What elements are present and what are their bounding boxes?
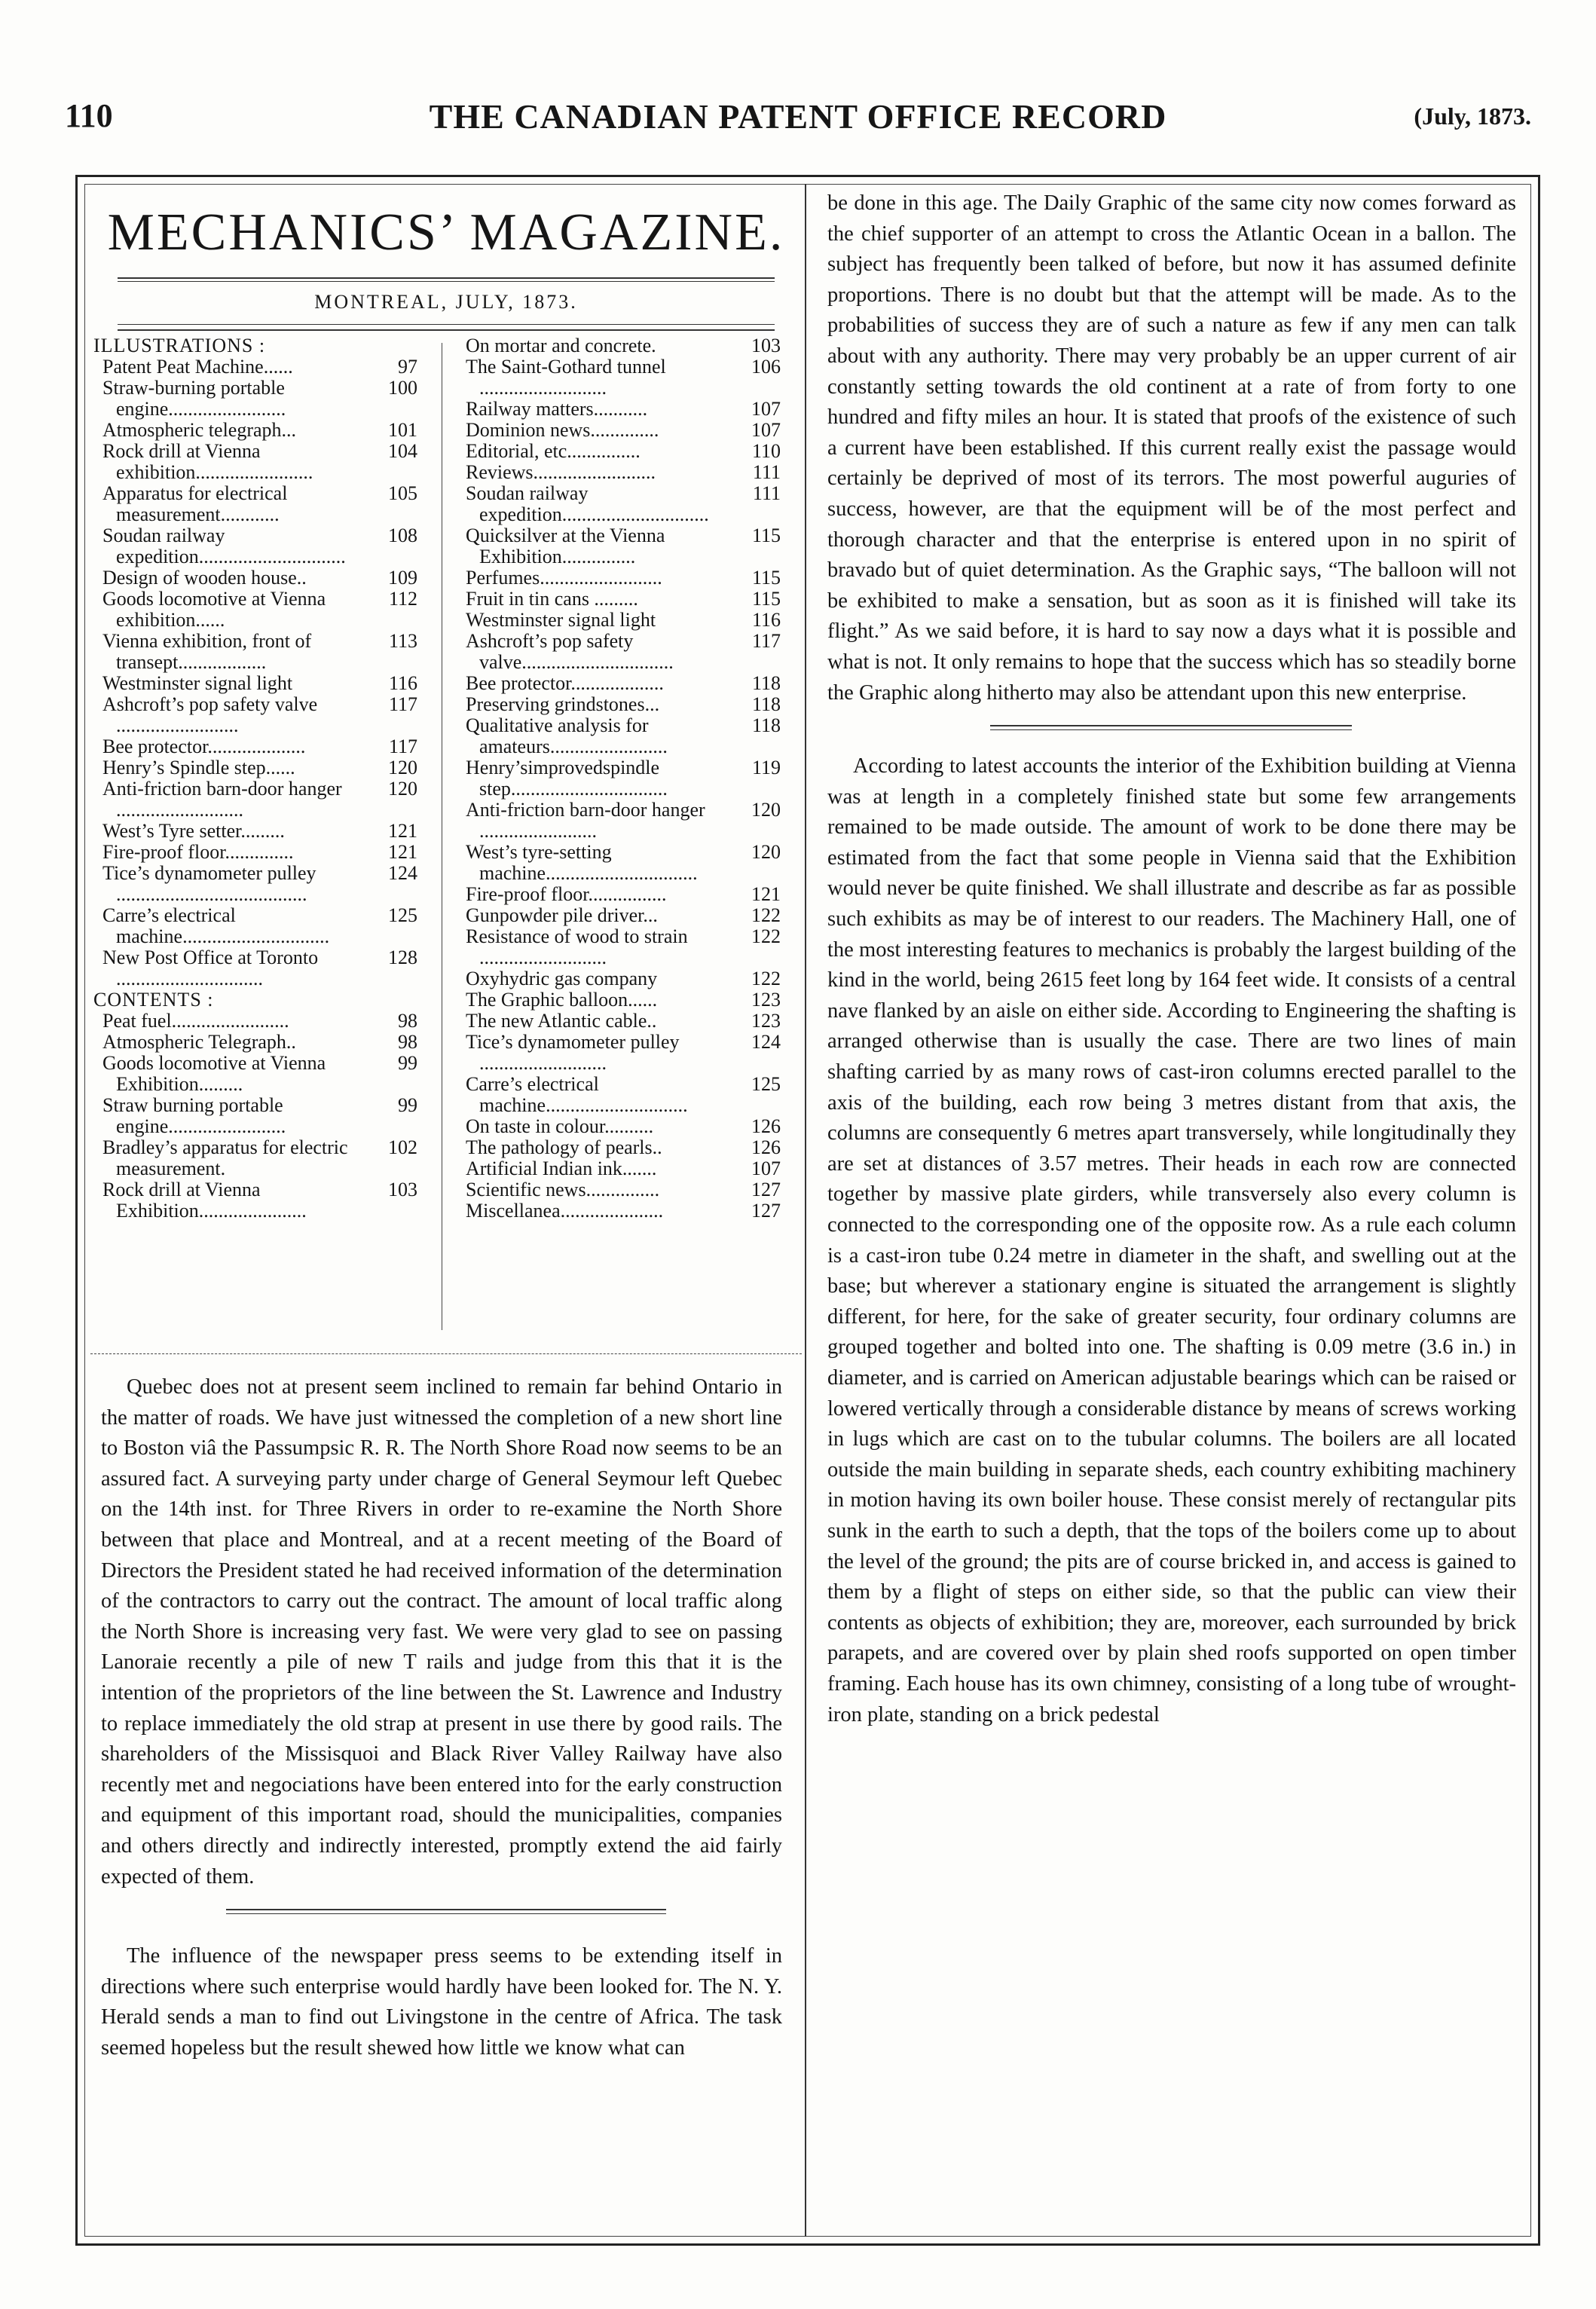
- toc-entry-title: Apparatus for electrical measurement............: [102, 482, 288, 525]
- toc-entry: [457, 800, 781, 842]
- toc-entry-title: Ashcroft’s pop safety valve...............................: [466, 630, 674, 673]
- toc-entry-title: Goods locomotive at Vienna Exhibition.........: [102, 1052, 326, 1095]
- toc-page-number: 115: [751, 524, 781, 546]
- illustrations-heading: ILLUSTRATIONS :: [93, 335, 266, 356]
- toc-page-number: 106: [751, 356, 781, 378]
- contents-heading: CONTENTS :: [93, 989, 214, 1011]
- toc-page-number: 111: [752, 482, 781, 504]
- toc-entry-title: Dominion news..............: [466, 419, 659, 441]
- toc-entry: [93, 842, 417, 863]
- toc-page-number: 116: [388, 672, 417, 694]
- toc-entry: [93, 567, 417, 589]
- toc-page-number: 120: [388, 778, 417, 800]
- toc-page-number: 117: [751, 630, 781, 652]
- issue-date: (July, 1873.: [1414, 102, 1531, 130]
- toc-page-number: 103: [388, 1179, 417, 1200]
- toc-entry-title: Peat fuel........................: [102, 1010, 289, 1032]
- toc-page-number: 98: [398, 1010, 417, 1032]
- toc-entry: [93, 589, 417, 631]
- toc-page-number: 126: [751, 1136, 781, 1158]
- toc-entry-title: Reviews.........................: [466, 461, 656, 483]
- toc-entry: [457, 673, 781, 694]
- toc-entry: [457, 1200, 781, 1222]
- article-separator-right: [990, 725, 1352, 726]
- toc-page-number: 123: [751, 989, 781, 1011]
- toc-entry: [457, 525, 781, 567]
- toc-entry: [93, 441, 417, 483]
- toc-entry-title: Fruit in tin cans .........: [466, 588, 638, 610]
- toc-entry-title: Goods locomotive at Vienna exhibition......: [102, 588, 326, 631]
- toc-entry: [93, 1032, 417, 1053]
- toc-page-number: 107: [751, 419, 781, 441]
- table-of-contents: [90, 335, 802, 1349]
- index-separator: [90, 1353, 802, 1354]
- toc-page-number: 127: [751, 1200, 781, 1222]
- toc-entry-title: Carre’s electrical machine..............................: [102, 904, 330, 947]
- toc-entry-title: Design of wooden house..: [102, 567, 307, 589]
- toc-entry: [93, 947, 417, 989]
- toc-entry-title: Editorial, etc...............: [466, 440, 641, 462]
- page-header: [65, 96, 1531, 142]
- index-rule-top: [118, 324, 775, 325]
- toc-page-number: 121: [388, 841, 417, 863]
- toc-entry: [93, 736, 417, 757]
- toc-page-number: 107: [751, 398, 781, 420]
- toc-entry-title: Straw-burning portable engine........................: [102, 377, 286, 420]
- toc-entry: [93, 356, 417, 378]
- masthead-title: MECHANICS’ MAGAZINE.: [107, 203, 785, 261]
- toc-page-number: 128: [388, 947, 417, 968]
- toc-entry-title: Anti-friction barn-door hanger ........................: [466, 799, 705, 842]
- toc-entry-title: The new Atlantic cable..: [466, 1010, 657, 1032]
- toc-entry: [93, 1053, 417, 1095]
- toc-page-number: 123: [751, 1010, 781, 1032]
- toc-entry: [457, 589, 781, 610]
- toc-entry-title: Rock drill at Vienna Exhibition......................: [102, 1179, 307, 1222]
- toc-entry-title: Carre’s electrical machine.............................: [466, 1073, 688, 1116]
- toc-entry-title: Miscellanea.....................: [466, 1200, 664, 1222]
- toc-entry-title: Bee protector...................: [466, 672, 664, 694]
- toc-entry-title: On mortar and concrete.: [466, 335, 656, 356]
- article-press-influence: The influence of the newspaper press seems to be extending itself in directions where such enterprise would hardly have been looked for. The N. Y. Herald sends a man to find out Livingstone in the centre of Africa. The task seemed hopeless but the result shewed how little we know what can: [101, 1944, 782, 2060]
- toc-entry: [93, 673, 417, 694]
- article-vienna-exhibition: According to latest accounts the interior of the Exhibition building at Vienna was at length in a completely finished state but some few arrangements remained to be made outside. The amount of work to be done there may be estimated from the fact that some people in Vienna said that the Exhibition would never be quite finished. We shall illustrate and describe as far as possible such exhibits as may be of interest to our readers. The Machinery Hall, one of the most interesting features to mechanics is probably the largest building of the kind in the world, being 2615 feet long by 164 feet wide. It consists of a central nave flanked by an aisle on either side. According to Engineering the shafting is arranged otherwise than is usually the case. There are two lines of main shafting carried by as many rows of cast-iron columns erected parallel to the axis of the building, each row being 3 metres distant from that axis, the columns are consequently 6 metres apart transversely, while longitudinally they are set at distances of 3.57 metres. Their heads in each row are connected together by massive plate girders, while transversely also every column is connected to the corresponding one of the opposite row. As a rule each column is a cast-iron tube 0.24 metre in diameter in the shaft, and swelling out at the base; but wherever a stationary engine is situated the arrangement is slightly different, for here, for the sake of greater security, four ordinary columns are grouped together and bolted into one. The shafting is 0.09 metre (3.6 in.) in diameter, and is carried on American adjustable bearings which can be raised or lowered vertically through a considerable distance by means of screws working in lugs which are cast on to the tubular columns. The boilers are all located outside the main building in separate sheds, each country exhibiting machinery in motion having its own boiler house. These consist merely of rectangular pits sunk in the earth to such a depth, that the tops of the boilers come up to about the level of the ground; the pits are of course bricked in, and access is gained to them by a flight of steps on either side, so that the public can view their contents as objects of exhibition; they are, moreover, each surrounded by brick parapets, and are covered over by plain shed roofs supported on open timber framing. Each house has its own chimney, consisting of a long tube of wrought-iron plate, standing on a brick pedestal: [827, 754, 1516, 1726]
- toc-entry-title: Artificial Indian ink.......: [466, 1158, 657, 1179]
- toc-entry: [93, 1095, 417, 1137]
- toc-entry: [93, 525, 417, 567]
- toc-page-number: 122: [751, 904, 781, 926]
- toc-page-number: 125: [751, 1073, 781, 1095]
- toc-entry-title: Henry’s Spindle step......: [102, 757, 295, 778]
- toc-page-number: 124: [388, 862, 417, 884]
- column-divider: [805, 184, 806, 2237]
- toc-entry-title: Patent Peat Machine......: [102, 356, 293, 378]
- toc-entry: [93, 694, 417, 736]
- toc-entry-title: Preserving grindstones...: [466, 693, 660, 715]
- toc-entry: [457, 1137, 781, 1158]
- toc-entry-title: Ashcroft’s pop safety valve .........................: [102, 693, 318, 736]
- toc-entry: [457, 757, 781, 800]
- toc-column-2: [457, 335, 781, 1222]
- toc-entry: [457, 567, 781, 589]
- toc-entry: [457, 420, 781, 441]
- toc-entry-title: Railway matters...........: [466, 398, 648, 420]
- toc-page-number: 113: [388, 630, 417, 652]
- toc-page-number: 105: [388, 482, 417, 504]
- toc-page-number: 120: [751, 841, 781, 863]
- article-quebec-roads: Quebec does not at present seem inclined to remain far behind Ontario in the matter of roads. We have just witnessed the completion of a new short line to Boston viâ the Passumpsic R. R. The North Shore Road now seems to be an assured fact. A surveying party under charge of General Seymour left Quebec on the 14th inst. for Three Rivers in order to re-examine the North Shore between that place and Montreal, and at a recent meeting of the Board of Directors the President stated he had received information of the determination of the contractors to carry out the contract. The amount of local traffic along the North Shore is increasing very fast. We were very glad to see on passing Lanoraie recently a pile of new T rails and judge from this that it is the intention of the proprietors of the line between the St. Lawrence and Industry to replace immediately the old strap at present in use there by good rails. The shareholders of the Missisquoi and Black River Valley Railway have also recently met and negociations have been entered into for the early construction and equipment of this important road, should the municipalities, companies and others directly and indirectly interested, promptly extend the aid fairly expected of them.: [101, 1375, 782, 1888]
- toc-page-number: 101: [388, 419, 417, 441]
- toc-page-number: 111: [752, 461, 781, 483]
- toc-entry-title: Bradley’s apparatus for electric measurement.: [102, 1136, 348, 1179]
- toc-entry: [93, 1011, 417, 1032]
- toc-entry-title: Tice’s dynamometer pulley .......................................: [102, 862, 316, 905]
- toc-entry: [457, 694, 781, 715]
- toc-page-number: 99: [398, 1094, 417, 1116]
- toc-page-number: 118: [751, 693, 781, 715]
- toc-entry-title: Henry’simprovedspindle step................................: [466, 757, 668, 800]
- toc-column-1: [93, 335, 417, 1222]
- right-column: [817, 184, 1525, 2234]
- toc-entry-title: Atmospheric telegraph...: [102, 419, 297, 441]
- toc-entry-title: Tice’s dynamometer pulley ..........................: [466, 1031, 680, 1074]
- article-separator-2: [226, 1913, 666, 1914]
- publication-title: THE CANADIAN PATENT OFFICE RECORD: [429, 97, 1167, 136]
- toc-entry: [457, 884, 781, 905]
- toc-page-number: 110: [751, 440, 781, 462]
- toc-page-number: 119: [751, 757, 781, 778]
- toc-entry: [93, 821, 417, 842]
- toc-page-number: 121: [751, 883, 781, 905]
- toc-entry: [457, 1158, 781, 1179]
- toc-entry: [457, 926, 781, 968]
- toc-entry: [93, 1137, 417, 1179]
- toc-entry: [457, 1011, 781, 1032]
- toc-entry-title: Qualitative analysis for amateurs........................: [466, 714, 668, 757]
- masthead-dateline: MONTREAL, JULY, 1873.: [314, 291, 578, 313]
- toc-entry: [457, 356, 781, 399]
- toc-page-number: 122: [751, 925, 781, 947]
- toc-entry: [93, 778, 417, 821]
- toc-entry-title: Resistance of wood to strain ..........................: [466, 925, 688, 968]
- toc-entry: [93, 483, 417, 525]
- toc-page-number: 104: [388, 440, 417, 462]
- toc-page-number: 126: [751, 1115, 781, 1137]
- toc-entry: [93, 420, 417, 441]
- toc-page-number: 121: [388, 820, 417, 842]
- toc-entry: [457, 335, 781, 356]
- toc-page-number: 115: [751, 588, 781, 610]
- toc-entry: [93, 631, 417, 673]
- toc-entry-title: West’s tyre-setting machine...............................: [466, 841, 698, 884]
- toc-entry: [457, 905, 781, 926]
- toc-entry-title: Fire-proof floor..............: [102, 841, 294, 863]
- toc-page-number: 109: [388, 567, 417, 589]
- toc-page-number: 107: [751, 1158, 781, 1179]
- toc-entry-title: Gunpowder pile driver...: [466, 904, 658, 926]
- toc-entry-title: Quicksilver at the Vienna Exhibition...............: [466, 524, 665, 567]
- toc-page-number: 118: [751, 672, 781, 694]
- toc-entry-title: Soudan railway expedition..............................: [102, 524, 346, 567]
- toc-page-number: 120: [751, 799, 781, 821]
- article-press-continued: be done in this age. The Daily Graphic of the same city now comes forward as the chief supporter of an attempt to cross the Atlantic Ocean in a ballon. The subject has frequently been talked of before, but now it has assumed definite proportions. There is no doubt but that the attempt will be made. As to the probabilities of success they are of such a nature as few if any men can talk about with any authority. There may very probably be an upper current of air constantly setting towards the old continent at a rate of from forty to one hundred and fifty miles an hour. It is stated that proofs of the existence of such a current have been established. If this current really exist the passage would certainly be deprived of most of its terrors. The most powerful auguries of success, however, are that the equipment will be of the most perfect and thorough character and that the enterprise is entered upon in no spirit of bravado but of quiet determination. As the Graphic says, “The balloon will not be exhibited to make a sensation, but as soon as it is finished will take its flight.” As we said before, it is hard to say now a days what it is possible and what is not. It only remains to hope that the success which has so steadily borne the Graphic along hitherto may also be attendant upon this new enterprise.: [827, 191, 1516, 705]
- toc-entry-title: Westminster signal light: [466, 609, 656, 631]
- toc-entry-title: Bee protector....................: [102, 736, 306, 757]
- toc-entry-title: Rock drill at Vienna exhibition........................: [102, 440, 313, 483]
- toc-entry: [457, 1179, 781, 1200]
- toc-entry-title: West’s Tyre setter.........: [102, 820, 285, 842]
- toc-page-number: 98: [398, 1031, 417, 1053]
- toc-entry: [457, 1074, 781, 1116]
- toc-entry-title: Anti-friction barn-door hanger ..........................: [102, 778, 342, 821]
- toc-page-number: 120: [388, 757, 417, 778]
- toc-entry-title: Straw burning portable engine........................: [102, 1094, 286, 1137]
- toc-page-number: 122: [751, 968, 781, 989]
- toc-page-number: 115: [751, 567, 781, 589]
- toc-page-number: 108: [388, 524, 417, 546]
- toc-page-number: 112: [388, 588, 417, 610]
- index-rule-top-2: [118, 329, 775, 331]
- toc-entry: [457, 989, 781, 1011]
- toc-entry-title: Vienna exhibition, front of transept..................: [102, 630, 312, 673]
- toc-page-number: 116: [751, 609, 781, 631]
- toc-page-number: 100: [388, 377, 417, 399]
- toc-entry: [457, 842, 781, 884]
- toc-entry: [93, 863, 417, 905]
- toc-entry-title: On taste in colour..........: [466, 1115, 654, 1137]
- toc-entry: [457, 483, 781, 525]
- toc-entry: [457, 610, 781, 631]
- toc-entry-title: Oxyhydric gas company: [466, 968, 658, 989]
- page-number: 110: [65, 97, 113, 134]
- toc-entry: [457, 1116, 781, 1137]
- toc-page-number: 127: [751, 1179, 781, 1200]
- toc-page-number: 125: [388, 904, 417, 926]
- toc-entry: [457, 399, 781, 420]
- toc-entry-title: Westminster signal light: [102, 672, 293, 694]
- toc-entry: [93, 757, 417, 778]
- toc-page-number: 97: [398, 356, 417, 378]
- toc-entry-title: Scientific news...............: [466, 1179, 660, 1200]
- toc-page-number: 117: [388, 736, 417, 757]
- masthead-rule: [118, 277, 775, 282]
- toc-entry-title: Soudan railway expedition..............................: [466, 482, 709, 525]
- toc-entry: [457, 462, 781, 483]
- toc-entry-title: The pathology of pearls..: [466, 1136, 662, 1158]
- toc-entry: [457, 631, 781, 673]
- left-column: [90, 184, 802, 2234]
- toc-entry: [457, 715, 781, 757]
- toc-page-number: 124: [751, 1031, 781, 1053]
- toc-page-number: 102: [388, 1136, 417, 1158]
- toc-entry: [93, 905, 417, 947]
- toc-entry-title: New Post Office at Toronto ..............................: [102, 947, 319, 989]
- toc-entry-title: Perfumes.........................: [466, 567, 662, 589]
- toc-entry: [457, 968, 781, 989]
- toc-entry-title: Atmospheric Telegraph..: [102, 1031, 296, 1053]
- toc-page-number: 103: [751, 335, 781, 356]
- toc-entry: [93, 378, 417, 420]
- article-separator: [226, 1909, 666, 1910]
- toc-entry: [457, 441, 781, 462]
- toc-entry-title: Fire-proof floor................: [466, 883, 667, 905]
- toc-page-number: 118: [751, 714, 781, 736]
- toc-entry: [93, 1179, 417, 1222]
- toc-page-number: 99: [398, 1052, 417, 1074]
- toc-entry: [457, 1032, 781, 1074]
- toc-page-number: 117: [388, 693, 417, 715]
- toc-entry-title: The Graphic balloon......: [466, 989, 658, 1011]
- article-separator-right-2: [990, 729, 1352, 730]
- toc-entry-title: The Saint-Gothard tunnel ..........................: [466, 356, 666, 399]
